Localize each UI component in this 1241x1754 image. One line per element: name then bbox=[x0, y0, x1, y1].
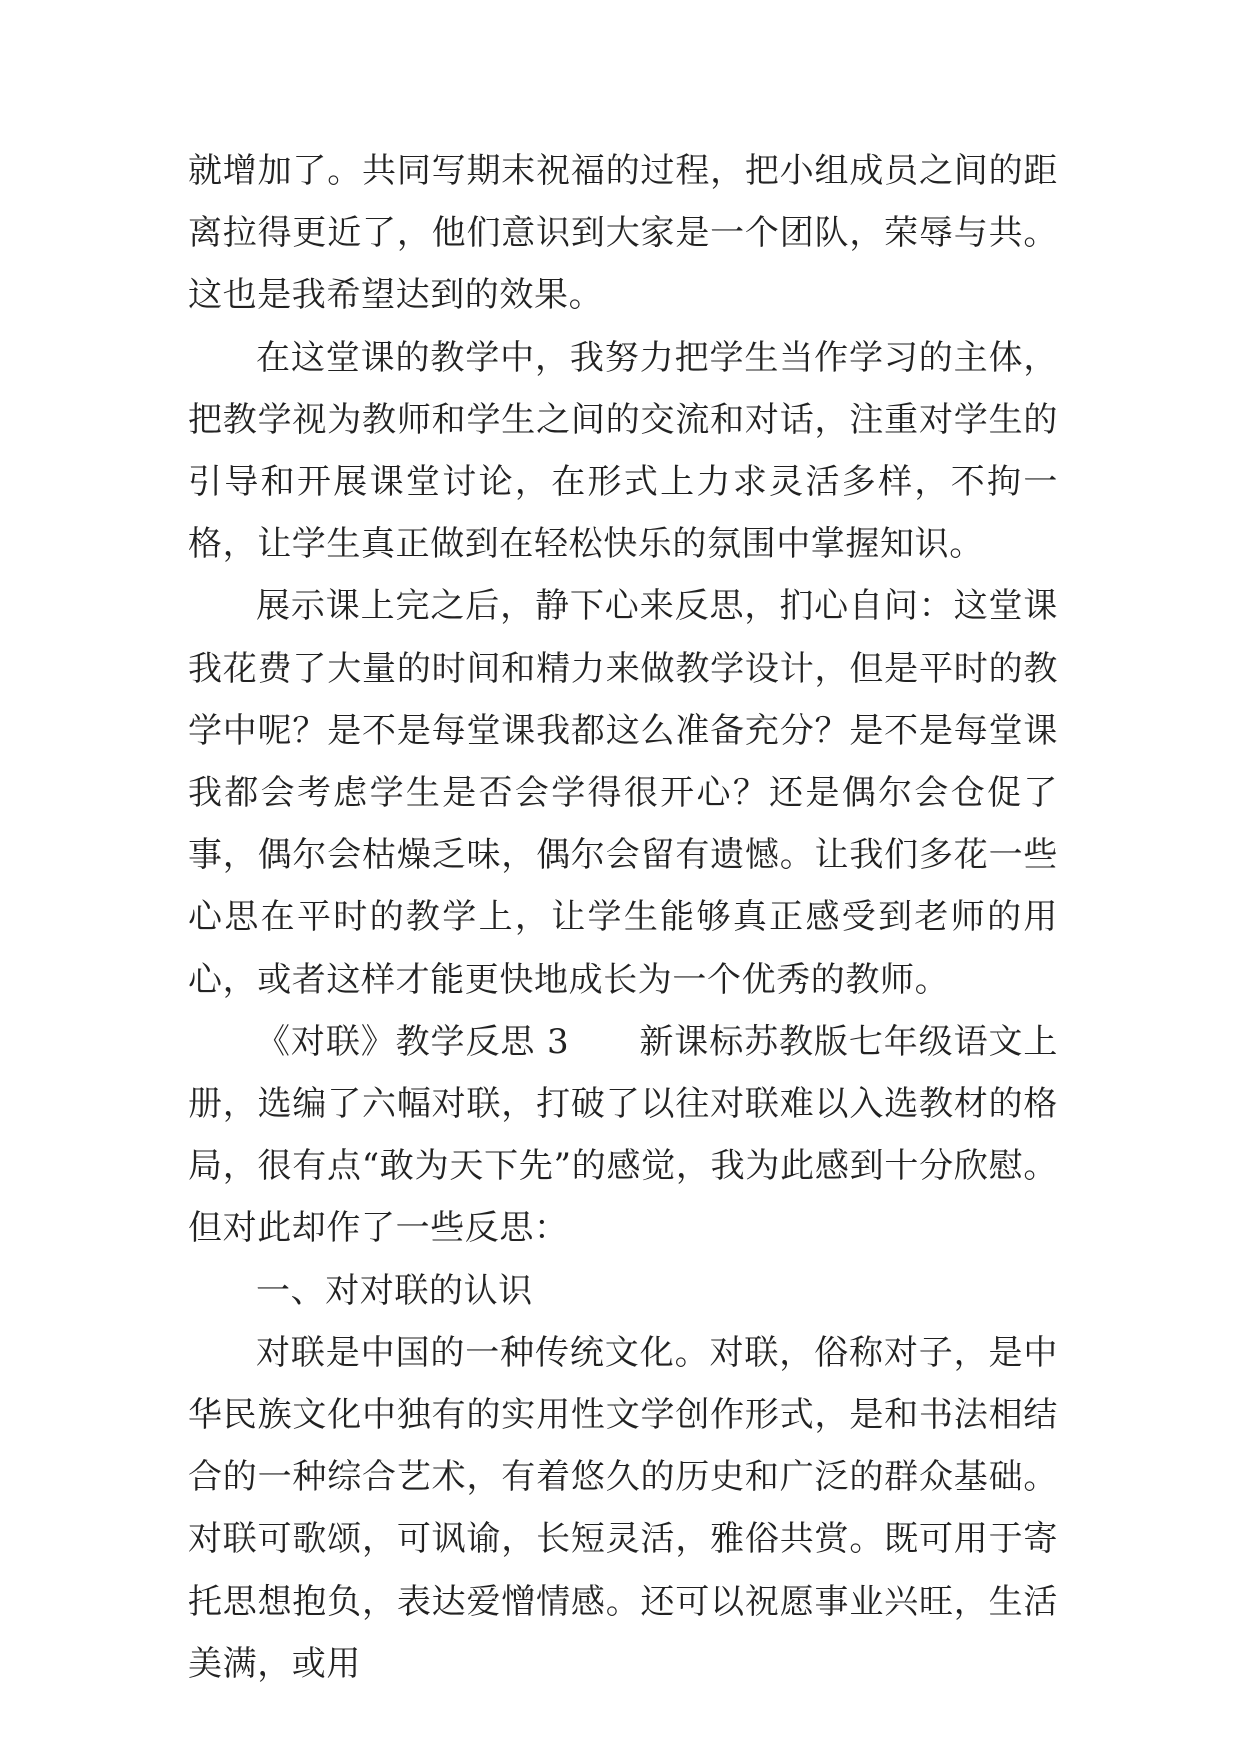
paragraph-section-3-intro: 《对联》教学反思 3 新课标苏教版七年级语文上册，选编了六幅对联，打破了以往对联难以入选教材的格局，很有点“敢为天下先”的感觉，我为此感到十分欣慰。但对此却作了一些反思： bbox=[188, 1021, 1058, 1249]
body-text bbox=[188, 140, 1058, 1695]
paragraph-self-reflection: 展示课上完之后，静下心来反思，扪心自问：这堂课我花费了大量的时间和精力来做教学设计，但是平时的教学中呢？是不是每堂课我都这么准备充分？是不是每堂课我都会考虑学生是否会学得很开心？还是偶尔会仓促了事，偶尔会枯燥乏味，偶尔会留有遗憾。让我们多花一些心思在平时的教学上，让学生能够真正感受到老师的用心，或者这样才能更快地成长为一个优秀的教师。 bbox=[188, 586, 1058, 1000]
paragraph-teaching-approach: 在这堂课的教学中，我努力把学生当作学习的主体，把教学视为教师和学生之间的交流和对话，注重对学生的引导和开展课堂讨论，在形式上力求灵活多样，不拘一格，让学生真正做到在轻松快乐的氛围中掌握知识。 bbox=[188, 337, 1058, 565]
paragraph-continuation: 就增加了。共同写期末祝福的过程，把小组成员之间的距离拉得更近了，他们意识到大家是一个团队，荣辱与共。这也是我希望达到的效果。 bbox=[188, 151, 1058, 316]
section-heading: 一、对对联的认识 bbox=[256, 1270, 533, 1311]
paragraph-couplet-description: 对联是中国的一种传统文化。对联，俗称对子，是中华民族文化中独有的实用性文学创作形式，是和书法相结合的一种综合艺术，有着悠久的历史和广泛的群众基础。对联可歌颂，可讽谕，长短灵活，雅俗共赏。既可用于寄托思想抱负，表达爱憎情感。还可以祝愿事业兴旺，生活美满，或用 bbox=[188, 1332, 1058, 1684]
